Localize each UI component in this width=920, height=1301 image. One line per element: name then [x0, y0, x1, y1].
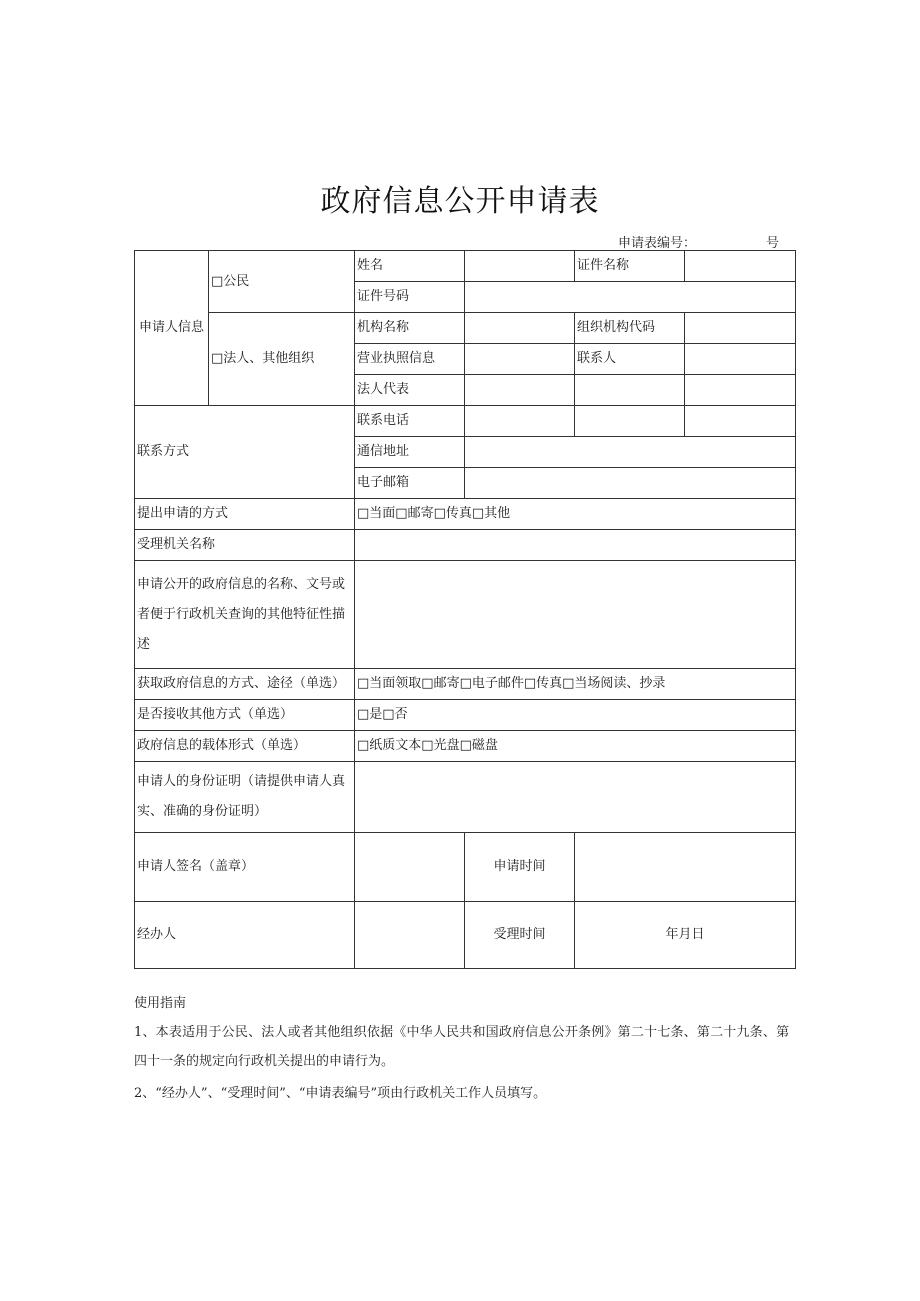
handler-label: 经办人	[135, 902, 355, 969]
accept-other-options[interactable]: □是□否	[355, 700, 796, 731]
name-label: 姓名	[355, 251, 465, 282]
legal-rep-label: 法人代表	[355, 375, 465, 406]
identity-field[interactable]	[355, 762, 796, 833]
form-number-suffix: 号	[766, 236, 780, 251]
form-number	[618, 232, 780, 251]
phone-field[interactable]	[465, 406, 575, 437]
application-form-table	[134, 250, 796, 969]
phone-label: 联系电话	[355, 406, 465, 437]
address-field[interactable]	[465, 437, 796, 468]
info-desc-field[interactable]	[355, 561, 796, 669]
org-code-field[interactable]	[685, 313, 796, 344]
obtain-method-options[interactable]: □当面领取□邮寄□电子邮件□传真□当场阅读、抄录	[355, 669, 796, 700]
guide-item-2: 2、“经办人”、“受理时间”、“申请表编号”项由行政机关工作人员填写。	[134, 1086, 547, 1101]
identity-label: 申请人的身份证明（请提供申请人真实、准确的身份证明）	[135, 762, 355, 833]
org-name-field[interactable]	[465, 313, 575, 344]
legal-org-option[interactable]: □法人、其他组织	[209, 313, 355, 406]
signature-label: 申请人签名（盖章）	[135, 833, 355, 902]
guide-item-1-line-1: 1、本表适用于公民、法人或者其他组织依据《中华人民共和国政府信息公开条例》第二十七条、第二十九条、第	[134, 1025, 790, 1040]
carrier-label: 政府信息的载体形式（单选）	[135, 731, 355, 762]
citizen-option[interactable]: □公民	[209, 251, 355, 313]
id-name-field[interactable]	[685, 251, 796, 282]
org-code-label: 组织机构代码	[575, 313, 685, 344]
phone-field-3[interactable]	[685, 406, 796, 437]
contact-person-label: 联系人	[575, 344, 685, 375]
license-label: 营业执照信息	[355, 344, 465, 375]
handler-field[interactable]	[355, 902, 465, 969]
org-name-label: 机构名称	[355, 313, 465, 344]
phone-field-2[interactable]	[575, 406, 685, 437]
apply-time-field[interactable]	[575, 833, 796, 902]
id-name-label: 证件名称	[575, 251, 685, 282]
legal-rep-extra-field[interactable]	[575, 375, 685, 406]
contact-person-field[interactable]	[685, 344, 796, 375]
id-number-label: 证件号码	[355, 282, 465, 313]
accept-other-label: 是否接收其他方式（单选）	[135, 700, 355, 731]
submit-method-options[interactable]: □当面□邮寄□传真□其他	[355, 499, 796, 530]
carrier-options[interactable]: □纸质文本□光盘□磁盘	[355, 731, 796, 762]
accept-time-label: 受理时间	[465, 902, 575, 969]
guide-item-1-line-2: 四十一条的规定向行政机关提出的申请行为。	[134, 1054, 395, 1069]
agency-field[interactable]	[355, 530, 796, 561]
obtain-method-label: 获取政府信息的方式、途径（单选）	[135, 669, 355, 700]
legal-rep-field[interactable]	[465, 375, 575, 406]
apply-time-label: 申请时间	[465, 833, 575, 902]
contact-section-label: 联系方式	[135, 406, 355, 499]
applicant-section-label: 申请人信息	[135, 251, 209, 406]
signature-field[interactable]	[355, 833, 465, 902]
form-number-label: 申请表编号：	[618, 236, 697, 251]
email-label: 电子邮箱	[355, 468, 465, 499]
submit-method-label: 提出申请的方式	[135, 499, 355, 530]
license-field[interactable]	[465, 344, 575, 375]
guide-heading: 使用指南	[134, 996, 187, 1011]
id-number-field[interactable]	[465, 282, 796, 313]
page-title: 政府信息公开申请表	[320, 184, 600, 219]
name-field[interactable]	[465, 251, 575, 282]
email-field[interactable]	[465, 468, 796, 499]
agency-label: 受理机关名称	[135, 530, 355, 561]
accept-date-field[interactable]: 年月日	[575, 902, 796, 969]
address-label: 通信地址	[355, 437, 465, 468]
legal-rep-extra-field-2[interactable]	[685, 375, 796, 406]
info-desc-label: 申请公开的政府信息的名称、文号或者便于行政机关查询的其他特征性描述	[135, 561, 355, 669]
